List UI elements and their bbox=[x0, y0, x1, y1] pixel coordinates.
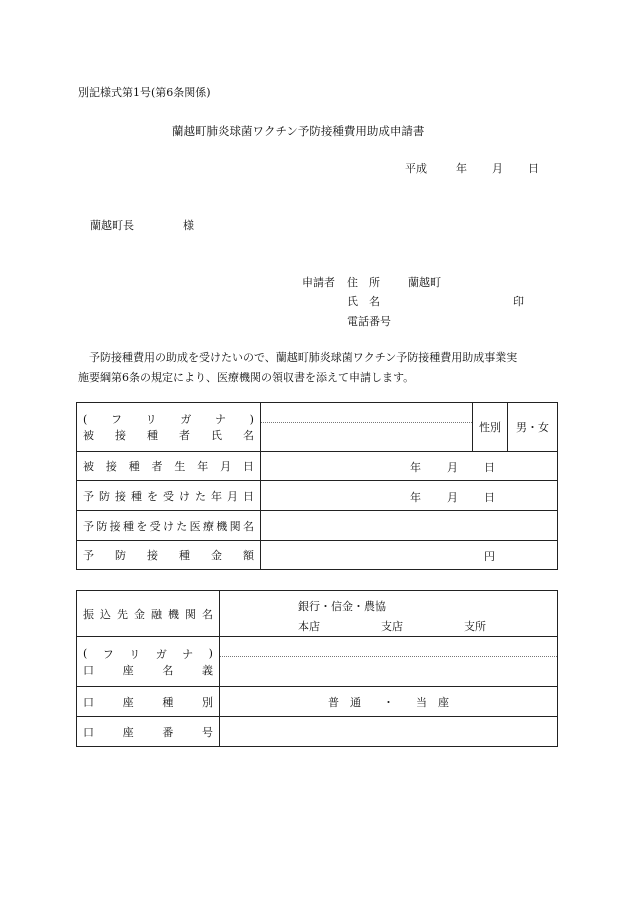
address-label: 住 所 bbox=[347, 276, 380, 289]
furigana-label: ( フ リ ガ ナ ) bbox=[83, 412, 254, 426]
birth-label: 被 接 種 者 生 年 月 日 bbox=[77, 452, 261, 481]
furigana-field[interactable] bbox=[261, 403, 472, 422]
account-holder-field[interactable] bbox=[220, 656, 557, 686]
bank-row bbox=[77, 591, 558, 637]
account-furigana-label: ( フ リ ガ ナ ) bbox=[83, 647, 213, 661]
date-month: 月 bbox=[492, 162, 503, 175]
birth-day: 日 bbox=[484, 461, 495, 474]
form-number: 別記様式第1号(第6条関係) bbox=[78, 86, 211, 99]
account-name-label-cell bbox=[77, 637, 220, 687]
sex-label: 性別 bbox=[473, 403, 508, 452]
addressee-honorific: 様 bbox=[183, 219, 194, 232]
name-label-cell bbox=[77, 403, 261, 452]
sex-value[interactable]: 男・女 bbox=[508, 403, 558, 452]
institution-field[interactable] bbox=[261, 511, 558, 541]
addressee-name: 蘭越町長 bbox=[90, 219, 134, 232]
birth-year: 年 bbox=[410, 461, 421, 474]
address-value: 蘭越町 bbox=[408, 276, 441, 289]
amount-field[interactable] bbox=[261, 541, 558, 570]
date-year: 年 bbox=[456, 162, 467, 175]
date-day: 日 bbox=[528, 162, 539, 175]
vac-day: 日 bbox=[484, 491, 495, 504]
vac-month: 月 bbox=[447, 491, 458, 504]
bank-label: 振 込 先 金 融 機 関 名 bbox=[77, 591, 220, 637]
seal-mark: 印 bbox=[513, 295, 524, 308]
account-name-label: 口 座 名 義 bbox=[83, 663, 213, 677]
amount-yen: 円 bbox=[484, 550, 495, 563]
account-number-row bbox=[77, 717, 558, 747]
bank-types: 銀行・信金・農協 bbox=[298, 600, 386, 613]
vac-date-field[interactable] bbox=[261, 481, 558, 511]
recipient-table bbox=[76, 402, 558, 570]
branch: 支店 bbox=[381, 620, 403, 633]
name-label: 氏 名 bbox=[347, 295, 380, 308]
account-number-label: 口 座 番 号 bbox=[77, 717, 220, 747]
vac-year: 年 bbox=[410, 491, 421, 504]
amount-row bbox=[77, 541, 558, 570]
amount-label: 予 防 接 種 金 額 bbox=[77, 541, 261, 570]
recipient-name-field[interactable] bbox=[261, 403, 473, 452]
birth-field[interactable] bbox=[261, 452, 558, 481]
phone-label: 電話番号 bbox=[347, 315, 391, 328]
date-era: 平成 bbox=[405, 162, 427, 175]
account-number-field[interactable] bbox=[220, 717, 558, 747]
intro-line-2: 施要綱第6条の規定により、医療機関の領収書を添えて申請します。 bbox=[78, 371, 415, 384]
account-name-row bbox=[77, 637, 558, 687]
form-title: 蘭越町肺炎球菌ワクチン予防接種費用助成申請書 bbox=[172, 124, 425, 138]
intro-line-1: 予防接種費用の助成を受けたいので、蘭越町肺炎球菌ワクチン予防接種費用助成事業実 bbox=[78, 351, 518, 364]
account-name-field[interactable] bbox=[220, 637, 558, 687]
name-row bbox=[77, 403, 558, 452]
birth-row bbox=[77, 452, 558, 481]
name-field[interactable] bbox=[261, 422, 472, 451]
bank-field[interactable] bbox=[220, 591, 558, 637]
head-office: 本店 bbox=[298, 620, 320, 633]
account-type-label: 口 座 種 別 bbox=[77, 687, 220, 717]
sub-branch: 支所 bbox=[464, 620, 486, 633]
account-type-row bbox=[77, 687, 558, 717]
vac-date-label: 予 防 接 種 を 受 け た 年 月 日 bbox=[77, 481, 261, 511]
recipient-name-label: 被 接 種 者 氏 名 bbox=[83, 429, 254, 442]
applicant-label: 申請者 bbox=[302, 276, 335, 289]
birth-month: 月 bbox=[447, 461, 458, 474]
institution-row bbox=[77, 511, 558, 541]
vac-date-row bbox=[77, 481, 558, 511]
institution-label: 予 防 接 種 を 受 け た 医 療 機 関 名 bbox=[77, 511, 261, 541]
bank-table bbox=[76, 590, 558, 747]
account-type-value[interactable]: 普 通 ・ 当 座 bbox=[220, 687, 558, 717]
account-furigana-field[interactable] bbox=[220, 637, 557, 656]
